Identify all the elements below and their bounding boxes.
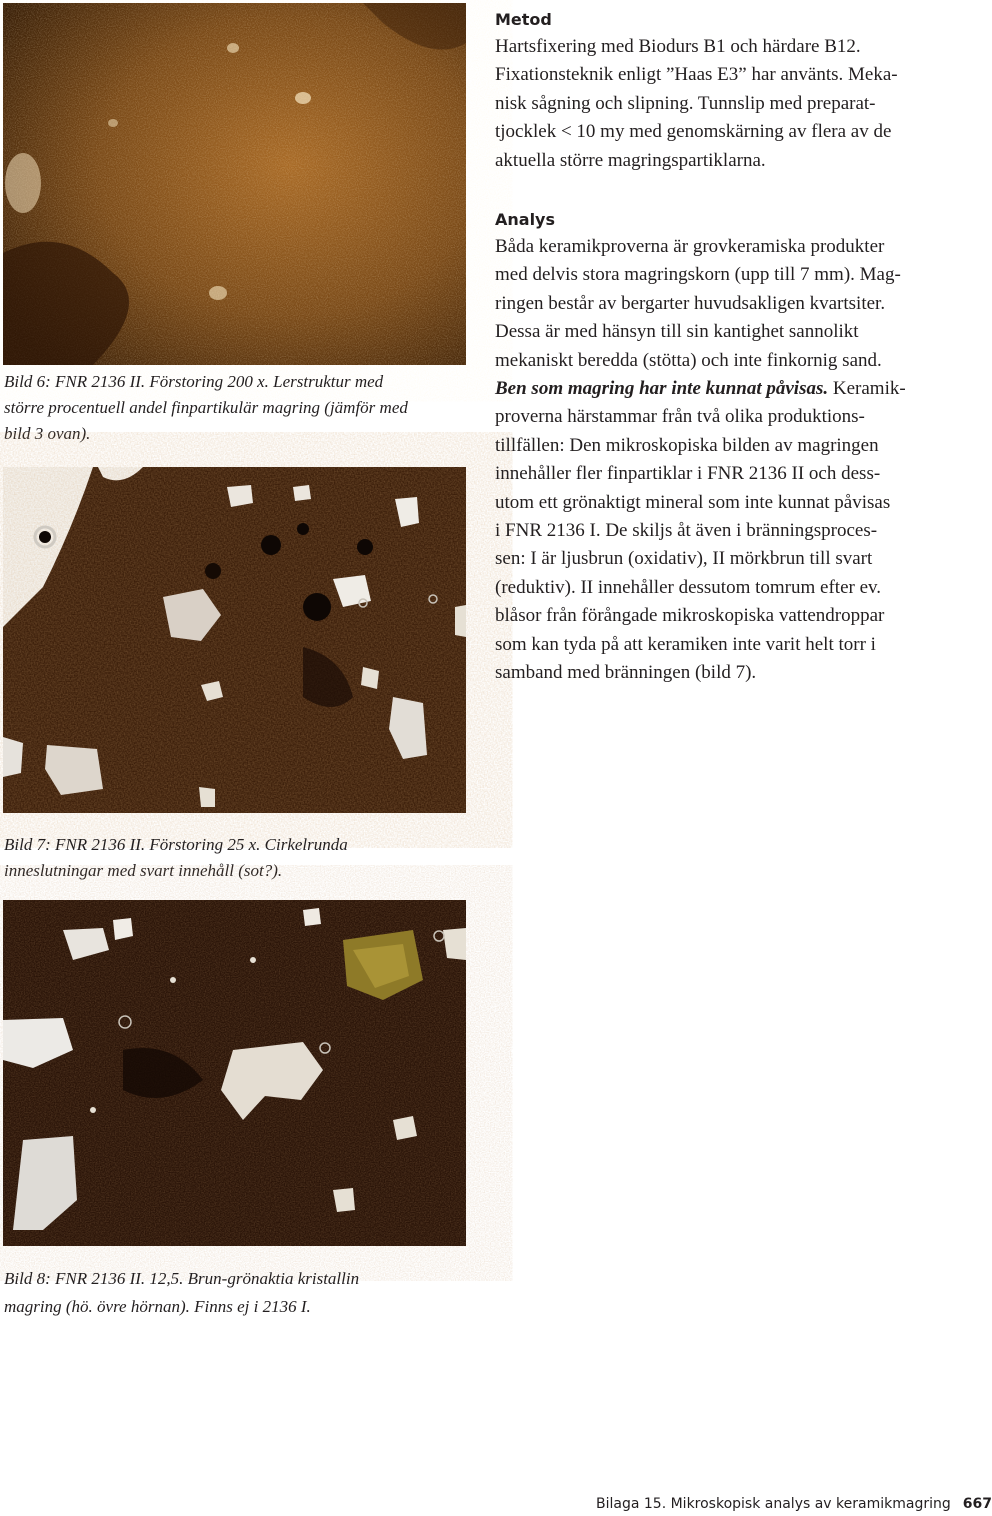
text-line: blåsor från förångade mikroskopiska vattendroppar (495, 605, 885, 627)
text-line: Dessa är med hänsyn till sin kantighet sannolikt (495, 321, 859, 343)
text-line: Båda keramikproverna är grovkeramiska produkter (495, 236, 885, 257)
analys-paragraph (495, 233, 960, 688)
text-line: nisk sågning och slipning. Tunnslip med preparat- (495, 92, 876, 114)
text-line: Fixationsteknik enligt ”Haas E3” har använts. Meka- (495, 64, 898, 86)
text-line: utom ett grönaktigt mineral som inte kunnat påvisas (495, 491, 891, 513)
emphasis-text: Ben som magring har inte kunnat påvisas. (495, 378, 829, 400)
text-line: tjocklek < 10 my med genomskärning av flera av de (495, 121, 892, 143)
caption-line: Bild 6: FNR 2136 II. Förstoring 200 x. Lerstruktur med (4, 372, 384, 391)
text-line: samband med bränningen (bild 7). (495, 662, 757, 684)
caption-line: inneslutningar med svart innehåll (sot?). (4, 861, 283, 880)
text-line: sen: I är ljusbrun (oxidativ), II mörkbrun till svart (495, 548, 873, 570)
caption-bild-7 (4, 832, 464, 884)
text-line: aktuella större magringspartiklarna. (495, 149, 766, 171)
micrograph-bild-8 (3, 900, 466, 1246)
analys-heading: Analys (495, 210, 556, 229)
caption-bild-6 (4, 369, 464, 447)
text-line: innehåller fler finpartiklar i FNR 2136 II och dess- (495, 463, 881, 485)
caption-line: bild 3 ovan). (4, 424, 91, 443)
caption-line: Bild 8: FNR 2136 II. 12,5. Brun-grönaktia kristallin (4, 1269, 360, 1288)
caption-line: större procentuell andel finpartikulär magring (jämför med (4, 398, 408, 417)
text-line: proverna härstammar från två olika produktions- (495, 406, 865, 428)
text-line: ringen består av bergarter huvudsakligen kvartsiter. (495, 292, 886, 314)
emphasis-tail: Keramik- (828, 378, 906, 400)
caption-bild-8 (4, 1265, 464, 1321)
micrograph-bild-7 (3, 467, 466, 813)
micrograph-bild-6 (3, 3, 466, 365)
text-line: (reduktiv). II innehåller dessutom tomrum efter ev. (495, 576, 882, 598)
metod-heading: Metod (495, 10, 552, 29)
caption-line: magring (hö. övre hörnan). Finns ej i 2136 I. (4, 1297, 311, 1316)
page-number: 667 (962, 1496, 992, 1512)
text-line: som kan tyda på att keramiken inte varit helt torr i (495, 633, 876, 655)
footer-title: Bilaga 15. Mikroskopisk analys av keramikmagring (596, 1496, 951, 1512)
text-line: Hartsfixering med Biodurs B1 och härdare B12. (495, 36, 861, 57)
text-line: mekaniskt beredda (stötta) och inte finkornig sand. (495, 349, 882, 371)
text-line: i FNR 2136 I. De skiljs åt även i bränningsproces- (495, 520, 878, 542)
emphasis-line (495, 375, 960, 403)
text-line: med delvis stora magringskorn (upp till 7 mm). Mag- (495, 264, 901, 286)
page-footer (596, 1495, 992, 1513)
text-line: tillfällen: Den mikroskopiska bilden av magringen (495, 434, 879, 456)
metod-paragraph (495, 33, 960, 175)
caption-line: Bild 7: FNR 2136 II. Förstoring 25 x. Cirkelrunda (4, 835, 348, 854)
